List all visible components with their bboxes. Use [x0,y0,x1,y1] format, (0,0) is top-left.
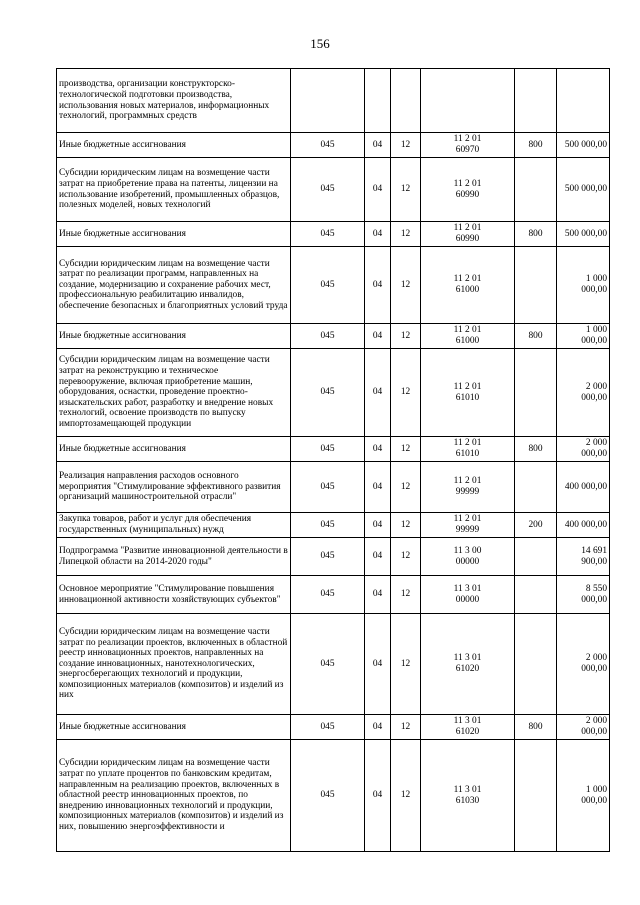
row-ved: 045 [291,614,365,715]
row-name: Субсидии юридическим лицам на возмещение части затрат на приобретение права на патенты, лицензии на использование изобретений, промышленных образцов, полезных моделей, новых технологий [57,158,291,222]
row-csr-line2: 00000 [455,556,480,567]
row-sum: 500 000,00 [557,222,610,247]
row-name: Иные бюджетные ассигнования [57,715,291,740]
row-sum [557,69,610,133]
row-pr: 12 [391,222,421,247]
row-name: производства, организации конструкторско-технологической подготовки производства, использования новых материалов, информационных технологий, программных средств [57,69,291,133]
row-name: Реализация направления расходов основного мероприятия "Стимулирование эффективного развития организаций машиностроительной отрасли" [57,462,291,513]
row-csr [421,158,515,222]
row-csr-line2: 60990 [455,189,480,200]
row-sum: 2 000 000,00 [557,349,610,437]
row-csr-line1: 11 3 00 [453,545,482,556]
row-ved: 045 [291,158,365,222]
row-sum: 400 000,00 [557,513,610,538]
table-row [57,133,610,158]
row-ved: 045 [291,576,365,614]
row-csr-line2: 61010 [455,392,480,403]
row-csr-line1: 11 3 01 [453,583,482,594]
row-rz: 04 [365,247,391,324]
row-name: Субсидии юридическим лицам на возмещение части затрат по уплате процентов по банковским кредитам, направленным на реализацию проектов, включенных в областной реестр инновационных проектов, по внедрению инновационных технологий и продукции, композиционных материалов (композитов) и изделий из них, повышению энергоэффективности и [57,740,291,852]
row-vr [515,462,557,513]
page-number: 156 [310,36,330,51]
row-name: Иные бюджетные ассигнования [57,437,291,462]
row-name: Иные бюджетные ассигнования [57,324,291,349]
row-vr: 800 [515,222,557,247]
row-pr: 12 [391,158,421,222]
row-vr [515,576,557,614]
table-row [57,349,610,437]
row-csr-line2: 99999 [455,487,480,497]
row-csr-line1: 11 2 01 [453,476,482,487]
row-sum: 2 000 000,00 [557,614,610,715]
row-csr [421,437,515,462]
row-name: Субсидии юридическим лицам на возмещение части затрат по реализации проектов, включенных в областной реестр инновационных проектов, направленных на создание инновационных, нанотехнологических, энергосберегающих технологий и продукции, композиционных материалов (композитов) и изделий из них [57,614,291,715]
table-row [57,462,610,513]
row-rz: 04 [365,715,391,740]
row-csr [421,614,515,715]
row-sum: 1 000 000,00 [557,324,610,349]
row-ved [291,69,365,133]
row-sum: 500 000,00 [557,158,610,222]
row-rz: 04 [365,222,391,247]
row-ved: 045 [291,247,365,324]
table-row [57,614,610,715]
row-sum: 14 691 900,00 [557,538,610,576]
row-csr-line2: 61030 [455,795,480,806]
row-rz: 04 [365,462,391,513]
row-csr-line2: 60990 [455,234,480,244]
row-vr [515,614,557,715]
row-csr [421,247,515,324]
row-rz: 04 [365,349,391,437]
table-row [57,158,610,222]
row-pr: 12 [391,576,421,614]
row-csr [421,740,515,852]
row-rz: 04 [365,437,391,462]
table-row [57,740,610,852]
row-pr: 12 [391,324,421,349]
row-csr-line2: 99999 [455,525,480,535]
row-pr: 12 [391,437,421,462]
row-vr: 800 [515,324,557,349]
row-csr [421,538,515,576]
row-name: Иные бюджетные ассигнования [57,222,291,247]
row-ved: 045 [291,462,365,513]
row-csr-line1: 11 2 01 [453,514,482,525]
row-rz: 04 [365,324,391,349]
row-vr: 800 [515,715,557,740]
row-ved: 045 [291,133,365,158]
row-pr: 12 [391,538,421,576]
row-csr-line1: 11 2 01 [453,223,482,234]
row-pr: 12 [391,349,421,437]
row-rz: 04 [365,576,391,614]
table-row [57,715,610,740]
row-pr [391,69,421,133]
table-row [57,576,610,614]
table-row [57,222,610,247]
row-vr [515,349,557,437]
row-ved: 045 [291,513,365,538]
row-csr [421,576,515,614]
row-csr [421,513,515,538]
row-vr: 800 [515,133,557,158]
row-csr [421,715,515,740]
row-csr-line1: 11 2 01 [453,134,482,145]
row-pr: 12 [391,614,421,715]
row-csr-line1: 11 2 01 [453,178,482,189]
row-pr: 12 [391,247,421,324]
row-name: Иные бюджетные ассигнования [57,133,291,158]
row-csr-line2: 61010 [455,449,480,459]
row-rz: 04 [365,158,391,222]
row-pr: 12 [391,462,421,513]
row-name: Закупка товаров, работ и услуг для обеспечения государственных (муниципальных) нужд [57,513,291,538]
row-csr [421,69,515,133]
row-sum: 8 550 000,00 [557,576,610,614]
row-csr-line1: 11 3 01 [453,784,482,795]
row-pr: 12 [391,133,421,158]
row-vr [515,69,557,133]
row-pr: 12 [391,740,421,852]
row-csr-line1: 11 2 01 [453,325,482,336]
row-vr [515,538,557,576]
row-rz [365,69,391,133]
table-row [57,437,610,462]
row-ved: 045 [291,715,365,740]
row-rz: 04 [365,614,391,715]
row-vr: 200 [515,513,557,538]
row-vr [515,740,557,852]
row-sum: 2 000 000,00 [557,715,610,740]
row-rz: 04 [365,513,391,538]
row-rz: 04 [365,133,391,158]
row-csr [421,349,515,437]
row-csr-line1: 11 2 01 [453,381,482,392]
row-csr [421,133,515,158]
row-ved: 045 [291,437,365,462]
row-rz: 04 [365,740,391,852]
budget-table-body [57,69,610,852]
table-row [57,69,610,133]
row-csr-line2: 61000 [455,285,480,295]
budget-table [56,68,610,852]
table-row [57,324,610,349]
row-rz: 04 [365,538,391,576]
table-row [57,538,610,576]
table-row [57,513,610,538]
row-vr: 800 [515,437,557,462]
row-vr [515,247,557,324]
row-csr-line2: 60970 [455,145,480,155]
row-pr: 12 [391,513,421,538]
row-sum: 2 000 000,00 [557,437,610,462]
row-csr [421,222,515,247]
row-csr [421,462,515,513]
row-ved: 045 [291,324,365,349]
row-sum: 1 000 000,00 [557,247,610,324]
table-row [57,247,610,324]
row-csr-line1: 11 2 01 [453,438,482,449]
row-ved: 045 [291,222,365,247]
row-csr-line2: 61020 [455,727,480,737]
row-ved: 045 [291,740,365,852]
row-csr-line2: 00000 [455,594,480,605]
row-vr [515,158,557,222]
row-ved: 045 [291,349,365,437]
row-name: Подпрограмма "Развитие инновационной деятельности в Липецкой области на 2014-2020 годы" [57,538,291,576]
row-name: Субсидии юридическим лицам на возмещение части затрат по реализации программ, направленных на создание, модернизацию и сохранение рабочих мест, профессиональную реабилитацию инвалидов, обеспечение безопасных и благоприятных условий труда [57,247,291,324]
row-csr-line1: 11 2 01 [453,274,482,285]
row-csr-line2: 61020 [455,664,480,674]
row-csr-line2: 61000 [455,336,480,346]
row-csr-line1: 11 3 01 [453,653,482,664]
row-name: Основное мероприятие "Стимулирование повышения инновационной активности хозяйствующих субъектов" [57,576,291,614]
row-name: Субсидии юридическим лицам на возмещение части затрат на реконструкцию и техническое перевооружение, включая приобретение машин, оборудования, оснастки, проведение проектно-изыскательских работ, разработку и внедрение новых технологий, освоение производств по выпуску импортозамещающей продукции [57,349,291,437]
row-csr [421,324,515,349]
row-sum: 500 000,00 [557,133,610,158]
row-sum: 1 000 000,00 [557,740,610,852]
row-sum: 400 000,00 [557,462,610,513]
row-csr-line1: 11 3 01 [453,716,482,727]
row-pr: 12 [391,715,421,740]
row-ved: 045 [291,538,365,576]
